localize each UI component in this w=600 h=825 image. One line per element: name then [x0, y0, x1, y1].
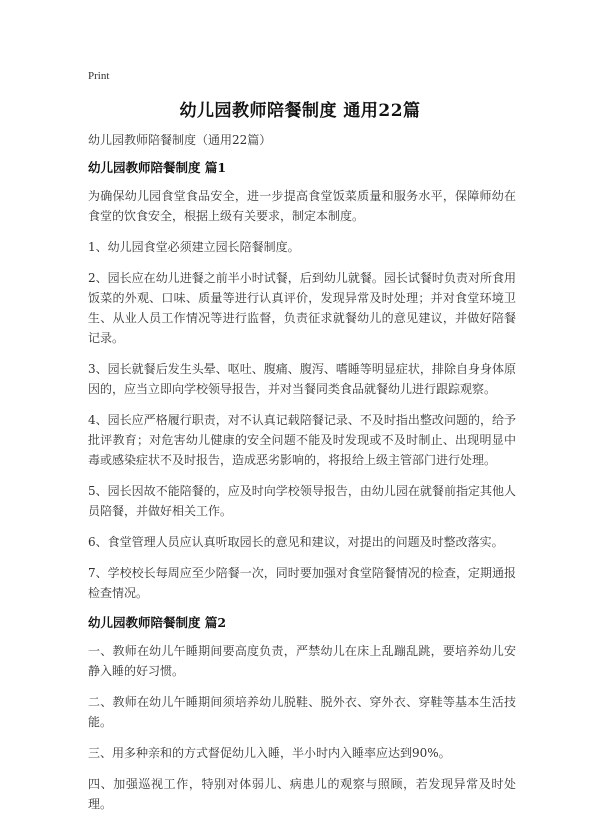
- section-1: [88, 159, 516, 603]
- section-2: [88, 614, 516, 814]
- document-subtitle: 幼儿园教师陪餐制度（通用22篇）: [88, 133, 272, 147]
- paragraph: 为确保幼儿园食堂食品安全，进一步提高食堂饭菜质量和服务水平，保障师幼在食堂的饮食安全，根据上级有关要求，制定本制度。: [88, 189, 516, 223]
- paragraph: 2、园长应在幼儿进餐之前半小时试餐，后到幼儿就餐。园长试餐时负责对所食用饭菜的外观、口味、质量等进行认真评价，发现异常及时处理；并对食堂环境卫生、从业人员工作情况等进行监督，负责征求就餐幼儿的意见建议，并做好陪餐记录。: [88, 271, 516, 345]
- paragraph: 三、用多种亲和的方式督促幼儿入睡，半小时内入睡率应达到90%。: [88, 746, 451, 760]
- print-link[interactable]: Print: [88, 70, 110, 82]
- section-heading: 幼儿园教师陪餐制度 篇1: [88, 160, 227, 175]
- paragraph: 二、教师在幼儿午睡期间须培养幼儿脱鞋、脱外衣、穿外衣、穿鞋等基本生活技能。: [88, 695, 516, 729]
- document-body: [88, 131, 516, 825]
- paragraph: 1、幼儿园食堂必须建立园长陪餐制度。: [88, 240, 300, 254]
- page-title: 幼儿园教师陪餐制度 通用22篇: [179, 101, 421, 121]
- paragraph: 一、教师在幼儿午睡期间要高度负责，严禁幼儿在床上乱蹦乱跳，要培养幼儿安静入睡的好习惯。: [88, 644, 516, 678]
- paragraph: 5、园长因故不能陪餐的，应及时向学校领导报告，由幼儿园在就餐前指定其他人员陪餐，并做好相关工作。: [88, 484, 516, 518]
- paragraph: 3、园长就餐后发生头晕、呕吐、腹痛、腹泻、嗜睡等明显症状，排除自身身体原因的，应当立即向学校领导报告，并对当餐同类食品就餐幼儿进行跟踪观察。: [88, 362, 516, 396]
- paragraph: 4、园长应严格履行职责，对不认真记载陪餐记录、不及时指出整改问题的，给予批评教育；对危害幼儿健康的安全问题不能及时发现或不及时制止、出现明显中毒或感染症状不及时报告，造成恶劣影响的，将报给上级主管部门进行处理。: [88, 413, 516, 467]
- paragraph: 6、食堂管理人员应认真听取园长的意见和建议，对提出的问题及时整改落实。: [88, 535, 504, 549]
- paragraph: 四、加强巡视工作，特别对体弱儿、病患儿的观察与照顾，若发现异常及时处理。: [88, 777, 516, 811]
- section-heading: 幼儿园教师陪餐制度 篇2: [88, 615, 227, 630]
- paragraph: 7、学校校长每周应至少陪餐一次，同时要加强对食堂陪餐情况的检查，定期通报检查情况。: [88, 566, 516, 600]
